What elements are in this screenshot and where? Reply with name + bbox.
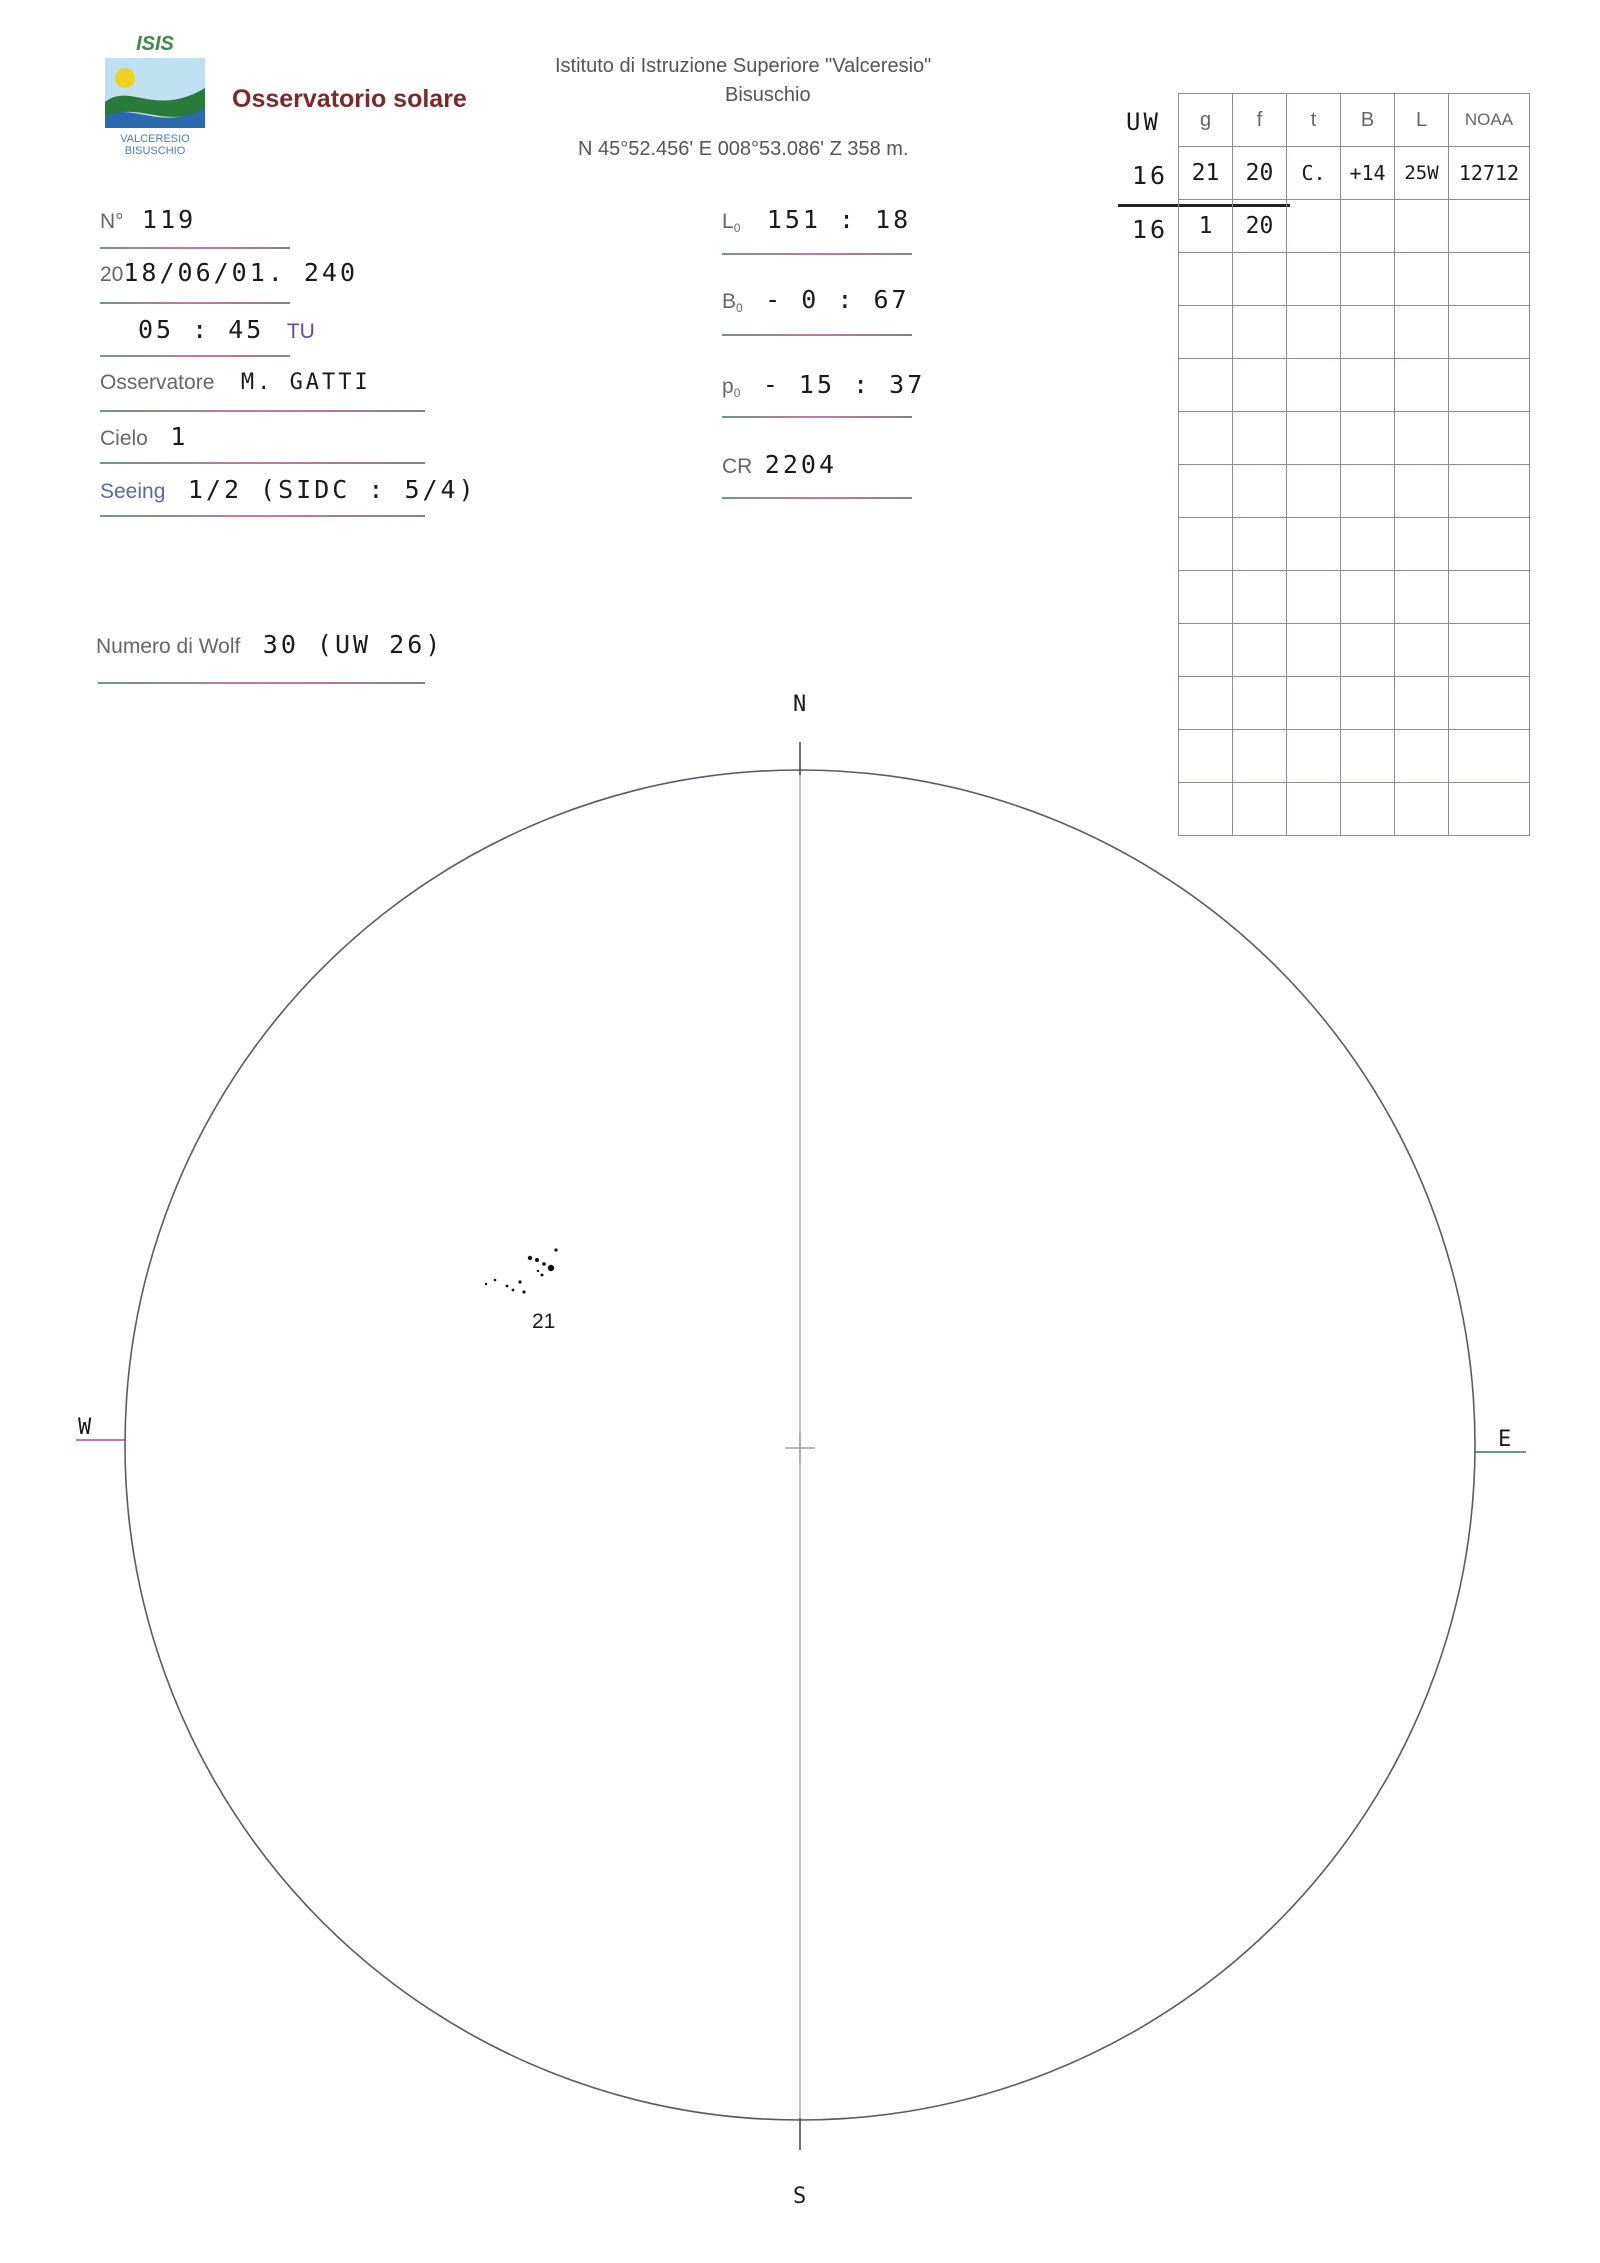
cr-value: 2204 — [764, 450, 838, 479]
sky-value: 1 — [170, 422, 189, 451]
number-label: N° — [100, 210, 124, 233]
header-b: B — [1341, 94, 1395, 147]
header-noaa: NOAA — [1449, 94, 1530, 147]
header-l: L — [1395, 94, 1449, 147]
institute-town: Bisuschio — [725, 84, 811, 106]
sky-label: Cielo — [100, 427, 148, 450]
sunspot-group-label: 21 — [532, 1310, 556, 1333]
l0-subscript: 0 — [733, 221, 741, 236]
north-label: N — [793, 692, 807, 717]
cell-b: +14 — [1341, 147, 1395, 200]
institute-name: Istituto di Istruzione Superiore "Valceresio" — [555, 55, 932, 77]
seeing-label: Seeing — [100, 480, 166, 503]
logo-bottom-text-2: BISUSCHIO — [124, 145, 186, 157]
p0-value: - 15 : 37 — [762, 370, 926, 399]
west-label: W — [78, 1415, 92, 1440]
time-unit: TU — [286, 320, 315, 343]
east-label: E — [1498, 1427, 1512, 1452]
cr-label: CR — [722, 455, 753, 478]
b0-value: - 0 : 67 — [765, 285, 910, 314]
observatory-title: Osservatorio solare — [232, 85, 467, 113]
observer-value: M. GATTI — [240, 370, 371, 395]
observatory-coordinates: N 45°52.456' E 008°53.086' Z 358 m. — [578, 138, 909, 160]
cell-noaa: 12712 — [1449, 147, 1530, 200]
b0-label: B — [722, 290, 737, 313]
number-value: 119 — [142, 205, 197, 234]
uw-value-row1: 16 — [1132, 161, 1169, 190]
wolf-value: 30 (UW 26) — [262, 630, 444, 659]
seeing-value: 1/2 (SIDC : 5/4) — [187, 475, 477, 504]
header-t: t — [1287, 94, 1341, 147]
logo-bottom-text-1: VALCERESIO — [120, 133, 190, 145]
l0-value: 151 : 18 — [766, 205, 912, 234]
cell-g: 1 — [1179, 200, 1233, 253]
south-label: S — [793, 2184, 807, 2209]
uw-header: UW — [1126, 108, 1161, 136]
date-value: 18/06/01. 240 — [123, 258, 359, 287]
logo-top-text: ISIS — [136, 33, 174, 55]
uw-value-row2: 16 — [1132, 215, 1169, 244]
sunspot-group-21 — [485, 1248, 558, 1293]
p0-subscript: 0 — [733, 386, 741, 401]
date-prefix: 20 — [100, 263, 124, 286]
header-f: f — [1233, 94, 1287, 147]
wolf-label: Numero di Wolf — [96, 635, 241, 658]
l0-label: L — [722, 210, 734, 233]
b0-subscript: 0 — [736, 301, 743, 316]
header-g: g — [1179, 94, 1233, 147]
cell-l: 25W — [1395, 147, 1449, 200]
p0-label: p — [722, 375, 734, 398]
time-value: 05 : 45 — [138, 315, 265, 344]
cell-f: 20 — [1233, 147, 1287, 200]
observer-label: Osservatore — [100, 371, 215, 394]
cell-f: 20 — [1233, 200, 1287, 253]
cell-g: 21 — [1179, 147, 1233, 200]
cell-t: C. — [1287, 147, 1341, 200]
